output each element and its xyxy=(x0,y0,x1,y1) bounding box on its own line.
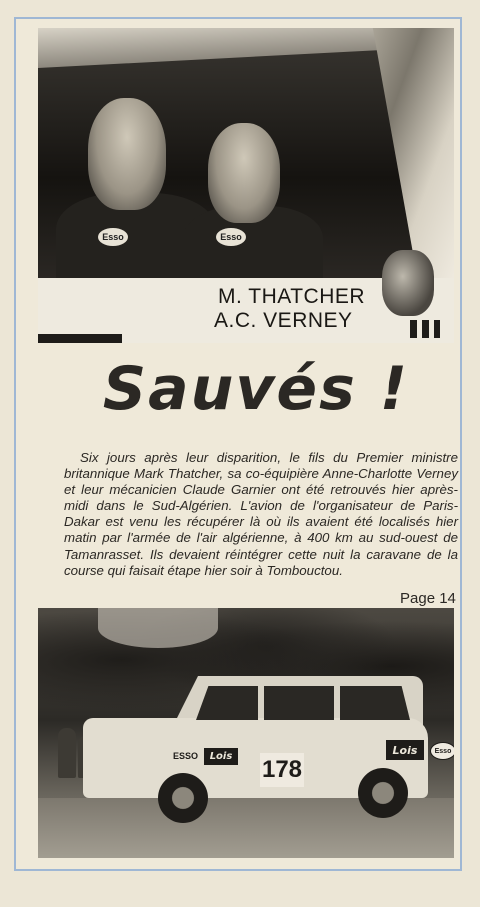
driver-portrait xyxy=(88,98,166,210)
spectator xyxy=(58,728,76,778)
car-window-middle xyxy=(264,686,334,720)
hood-esso-text: ESSO xyxy=(173,751,199,761)
top-photo xyxy=(38,28,454,343)
side-mirror xyxy=(382,250,434,316)
front-wheel xyxy=(158,773,208,823)
codriver-name: A.C. VERNEY xyxy=(214,309,353,332)
codriver-esso-badge: Esso xyxy=(216,228,246,246)
bottom-photo xyxy=(38,608,454,858)
crew-names xyxy=(214,285,366,333)
headline: Sauvés ! xyxy=(102,354,410,424)
page-reference: Page 14 xyxy=(400,590,456,607)
driver-esso-badge: Esso xyxy=(98,228,128,246)
driver-name: M. THATCHER xyxy=(218,285,366,308)
door-stripe xyxy=(38,334,122,343)
sky-patch xyxy=(98,608,218,648)
esso-logo-icon: Esso xyxy=(430,742,454,760)
article-body: Six jours après leur disparition, le fils du Premier ministre britannique Mark Thatcher, sa co-équipière Anne-Charlotte Verney et leur mécanicien Claude Garnier ont été retrouvés hier après-midi dans le Sud-Algérien. L'avion de l'organisateur de Paris-Dakar est venu les récupérer là où ils avaient été localisés hier matin par l'armée de l'air algérienne, à 400 km au sud-ouest de Tamanrasset. Ils devaient réintégrer cette nuit la caravane de la course qui faisait étape hier soir à Tombouctou. xyxy=(64,450,458,578)
car-window-rear xyxy=(340,686,410,720)
race-number: 178 xyxy=(260,753,304,787)
newspaper-clipping xyxy=(14,17,462,871)
codriver-portrait xyxy=(208,123,280,223)
door-flag-bars xyxy=(410,320,440,338)
lois-decal-rear: Lois xyxy=(386,740,424,760)
rear-wheel xyxy=(358,768,408,818)
lois-decal-front: Lois xyxy=(204,748,238,765)
